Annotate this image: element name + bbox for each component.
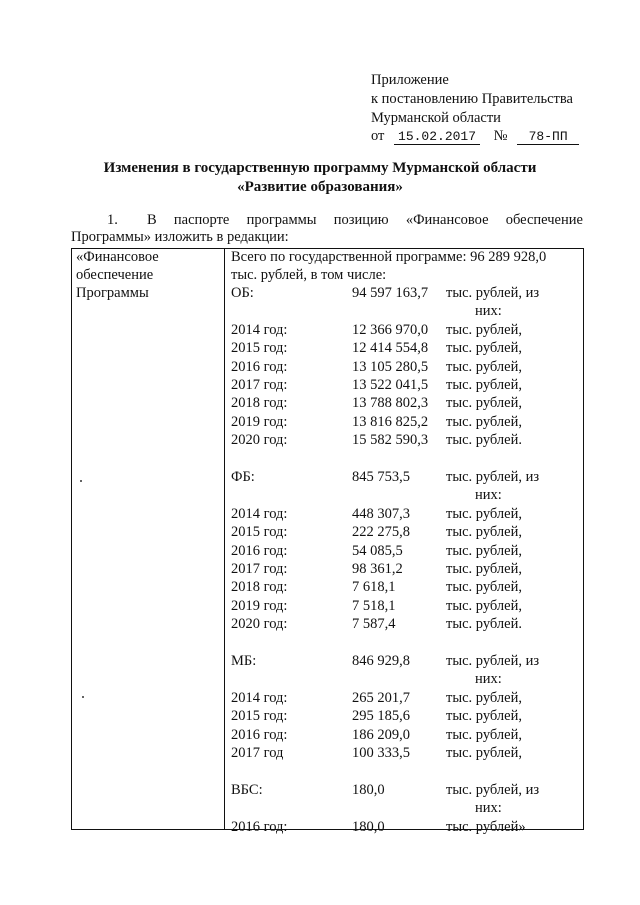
row-label: 2019 год: — [231, 597, 288, 614]
document-title-line1: Изменения в государственную программу Мурманской области — [103, 160, 537, 176]
row-label: 2016 год: — [231, 358, 288, 375]
row-amount: 12 414 554,8 — [352, 340, 429, 357]
paragraph-number: 1. — [107, 212, 118, 228]
row-label: 2020 год: — [231, 432, 288, 449]
row-unit: тыс. рублей, — [446, 561, 522, 577]
row-unit: тыс. рублей, — [446, 542, 522, 559]
row-label: 2015 год: — [231, 708, 288, 725]
row-amount: 7 587,4 — [352, 616, 396, 633]
row-label: 2014 год: — [231, 689, 288, 706]
row-unit: тыс. рублей, — [446, 413, 522, 430]
resolution-label: к постановлению Правительства — [371, 91, 573, 107]
row-unit: тыс. рублей. — [446, 432, 522, 449]
table-left-border — [71, 248, 72, 830]
total-line2: тыс. рублей, в том числе: — [231, 267, 387, 283]
left-label-line: «Финансовое — [76, 249, 159, 265]
row-unit: тыс. рублей, — [446, 321, 522, 338]
row-unit: тыс. рублей, из — [446, 469, 540, 485]
row-unit: тыс. рублей, — [446, 597, 522, 614]
row-unit: тыс. рублей, из — [446, 653, 540, 669]
row-unit: тыс. рублей, — [446, 358, 522, 375]
row-amount: 448 307,3 — [352, 505, 410, 522]
financing-table — [71, 248, 584, 835]
left-label-line: обеспечение — [76, 267, 154, 283]
table-divider — [224, 248, 225, 830]
row-label: 2020 год: — [231, 616, 288, 633]
row-amount: 100 333,5 — [352, 745, 410, 761]
paragraph-line2: Программы» изложить в редакции: — [71, 229, 289, 245]
row-label: 2017 год: — [231, 377, 288, 393]
row-label: 2018 год: — [231, 579, 288, 596]
row-label: 2016 год: — [231, 726, 288, 743]
row-amount: 13 105 280,5 — [352, 358, 429, 375]
row-amount: 846 929,8 — [352, 653, 410, 669]
row-amount: 180,0 — [352, 818, 385, 835]
left-label-line: Программы — [76, 285, 149, 301]
row-amount: 845 753,5 — [352, 469, 410, 485]
region-label: Мурманской области — [371, 110, 501, 126]
row-unit: тыс. рублей, — [446, 340, 522, 357]
row-unit: тыс. рублей, из — [446, 285, 540, 301]
row-unit: них: — [475, 303, 502, 320]
row-label: 2017 год: — [231, 561, 288, 577]
row-unit: тыс. рублей, — [446, 689, 522, 706]
appendix-label: Приложение — [371, 72, 449, 88]
row-amount: 265 201,7 — [352, 689, 410, 706]
row-amount: 94 597 163,7 — [352, 285, 429, 301]
scan-mark — [82, 696, 84, 698]
paragraph-line1 — [147, 212, 583, 229]
row-label: 2014 год: — [231, 505, 288, 522]
row-unit: тыс. рублей, — [446, 745, 522, 761]
paragraph-word: программы — [246, 212, 317, 228]
row-label: 2017 год — [231, 745, 284, 761]
table-right-border — [583, 248, 584, 830]
row-unit: тыс. рублей, — [446, 726, 522, 743]
total-line1: Всего по государственной программе: 96 289 928,0 — [231, 249, 547, 265]
row-unit: них: — [475, 487, 502, 504]
number-sign: № — [493, 128, 508, 144]
resolution-number: 78-ПП — [517, 129, 579, 145]
row-label: 2015 год: — [231, 524, 288, 541]
row-amount: 222 275,8 — [352, 524, 410, 541]
paragraph-word: паспорте — [173, 212, 230, 228]
row-label: МБ: — [231, 653, 257, 669]
row-amount: 7 518,1 — [352, 597, 396, 614]
row-label: 2016 год: — [231, 542, 288, 559]
row-amount: 180,0 — [352, 781, 385, 798]
row-amount: 13 816 825,2 — [352, 413, 429, 430]
row-unit: тыс. рублей, — [446, 395, 522, 412]
from-label: от — [371, 128, 385, 144]
row-unit: тыс. рублей, — [446, 708, 522, 725]
paragraph-word: «Финансовое — [405, 212, 489, 228]
row-unit: тыс. рублей, — [446, 377, 522, 393]
resolution-date: 15.02.2017 — [394, 129, 480, 145]
row-amount: 15 582 590,3 — [352, 432, 429, 449]
row-label: ОБ: — [231, 285, 254, 301]
row-unit: них: — [475, 671, 502, 688]
row-label: 2019 год: — [231, 413, 288, 430]
row-amount: 13 522 041,5 — [352, 377, 429, 393]
date-number-line — [371, 128, 579, 145]
row-unit: тыс. рублей, — [446, 579, 522, 596]
row-amount: 13 788 802,3 — [352, 395, 429, 412]
scan-mark — [80, 480, 82, 482]
row-unit: тыс. рублей, из — [446, 781, 540, 798]
row-label: ФБ: — [231, 469, 255, 485]
row-label: 2016 год: — [231, 818, 288, 835]
row-label: 2015 год: — [231, 340, 288, 357]
paragraph-word: обеспечение — [505, 212, 583, 228]
document-title-line2: «Развитие образования» — [237, 179, 403, 195]
row-unit: тыс. рублей, — [446, 505, 522, 522]
row-label: 2014 год: — [231, 321, 288, 338]
paragraph-word: В — [147, 212, 157, 228]
row-amount: 54 085,5 — [352, 542, 403, 559]
row-label: ВБС: — [231, 781, 263, 798]
row-amount: 98 361,2 — [352, 561, 403, 577]
row-unit: тыс. рублей» — [446, 818, 526, 835]
row-amount: 295 185,6 — [352, 708, 410, 725]
row-label: 2018 год: — [231, 395, 288, 412]
row-unit: них: — [475, 800, 502, 817]
row-amount: 186 209,0 — [352, 726, 410, 743]
row-unit: тыс. рублей, — [446, 524, 522, 541]
row-amount: 7 618,1 — [352, 579, 396, 596]
row-amount: 12 366 970,0 — [352, 321, 429, 338]
row-unit: тыс. рублей. — [446, 616, 522, 633]
paragraph-word: позицию — [333, 212, 389, 228]
